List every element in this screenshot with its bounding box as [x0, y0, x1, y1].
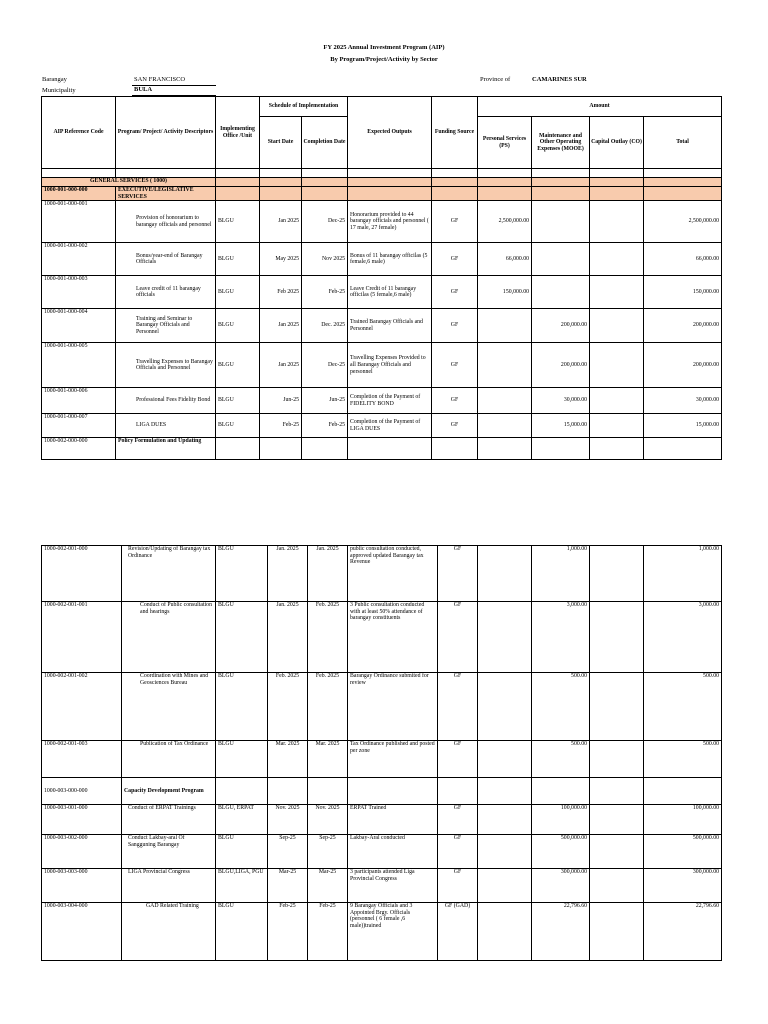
co-amount-cell: [590, 201, 644, 243]
program-cell: Provision of honorarium to barangay officials and personnel: [116, 201, 216, 243]
mooe-amount-cell: 500.00: [532, 741, 590, 778]
program-cell: Training and Seminar to Barangay Officials and Personnel: [116, 309, 216, 343]
mooe-amount-cell: 30,000.00: [532, 388, 590, 414]
completion-date-cell: Mar. 2025: [308, 741, 348, 778]
section-exec-name: EXECUTIVE/LEGISLATIVE SERVICES: [116, 187, 216, 201]
ps-amount-cell: 2,500,000.00: [478, 201, 532, 243]
total-amount-cell: 3,000.00: [644, 602, 722, 673]
office-cell: BLGU: [216, 309, 260, 343]
ps-amount-cell: [478, 869, 532, 903]
col-amount: Amount: [478, 97, 722, 117]
funding-source-cell: GF: [432, 414, 478, 438]
section-general-label: GENERAL SERVICES ( 1000): [42, 178, 216, 187]
completion-date-cell: Mar-25: [308, 869, 348, 903]
funding-source-cell: GF: [438, 869, 478, 903]
office-cell: BLGU: [216, 343, 260, 388]
co-amount-cell: [590, 741, 644, 778]
start-date-cell: Feb-25: [268, 903, 308, 961]
mooe-amount-cell: [532, 201, 590, 243]
completion-date-cell: Feb-25: [308, 903, 348, 961]
funding-source-cell: GF: [432, 243, 478, 276]
co-amount-cell: [590, 835, 644, 869]
col-co: Capital Outlay (CO): [590, 117, 644, 169]
table-row: [42, 343, 722, 388]
outputs-cell: public consultation conducted, approved updated Barangay tax Revenue: [348, 546, 438, 602]
col-funding: Funding Source: [432, 97, 478, 169]
office-cell: BLGU: [216, 546, 268, 602]
col-completion: Completion Date: [302, 117, 348, 169]
completion-date-cell: Nov 2025: [302, 243, 348, 276]
ps-amount-cell: [478, 546, 532, 602]
ps-amount-cell: [478, 903, 532, 961]
program-cell: Coordination with Mines and Geosciences Bureau: [122, 673, 216, 741]
total-amount-cell: 1,000.00: [644, 546, 722, 602]
total-amount-cell: 300,000.00: [644, 869, 722, 903]
start-date-cell: Jan 2025: [260, 343, 302, 388]
aip-table-page1: [41, 96, 722, 460]
ref-code-cell: 1000-002-001-003: [42, 741, 122, 778]
office-cell: BLGU, ERPAT: [216, 805, 268, 835]
table-row: [42, 309, 722, 343]
ps-amount-cell: [478, 414, 532, 438]
outputs-cell: Tax Ordinance published and posted per zone: [348, 741, 438, 778]
completion-date-cell: Dec-25: [302, 201, 348, 243]
outputs-cell: Travelling Expenses Provided to all Barangay Officials and personnel: [348, 343, 432, 388]
ps-amount-cell: [478, 741, 532, 778]
ps-amount-cell: [478, 673, 532, 741]
mooe-amount-cell: 15,000.00: [532, 414, 590, 438]
funding-source-cell: GF: [438, 835, 478, 869]
mooe-amount-cell: 3,000.00: [532, 602, 590, 673]
start-date-cell: Jan. 2025: [268, 602, 308, 673]
completion-date-cell: Nov. 2025: [308, 805, 348, 835]
ref-code-cell: 1000-003-004-000: [42, 903, 122, 961]
completion-date-cell: Jan. 2025: [308, 546, 348, 602]
completion-date-cell: Feb-25: [302, 276, 348, 309]
total-amount-cell: 22,796.60: [644, 903, 722, 961]
funding-source-cell: GF: [432, 343, 478, 388]
table-row: [42, 835, 722, 869]
table-row: [42, 673, 722, 741]
col-ps: Personal Services (PS): [478, 117, 532, 169]
office-cell: BLGU: [216, 602, 268, 673]
total-amount-cell: 500.00: [644, 673, 722, 741]
barangay-label: Barangay: [42, 76, 67, 83]
completion-date-cell: Dec. 2025: [302, 309, 348, 343]
total-amount-cell: 15,000.00: [644, 414, 722, 438]
col-schedule: Schedule of Implementation: [260, 97, 348, 117]
mooe-amount-cell: 200,000.00: [532, 343, 590, 388]
program-cell: GAD Related Training: [122, 903, 216, 961]
office-cell: BLGU: [216, 741, 268, 778]
section-general: [42, 178, 722, 187]
co-amount-cell: [590, 309, 644, 343]
start-date-cell: Mar. 2025: [268, 741, 308, 778]
ref-code-cell: 1000-001-000-005: [42, 343, 116, 388]
ps-amount-cell: 66,000.00: [478, 243, 532, 276]
completion-date-cell: Feb. 2025: [308, 673, 348, 741]
mooe-amount-cell: 500,000.00: [532, 835, 590, 869]
ref-code-cell: 1000-001-000-001: [42, 201, 116, 243]
total-amount-cell: 500.00: [644, 741, 722, 778]
funding-source-cell: GF: [432, 276, 478, 309]
document-title: FY 2025 Annual Investment Program (AIP): [323, 44, 445, 51]
ref-code-cell: 1000-003-001-000: [42, 805, 122, 835]
co-amount-cell: [590, 343, 644, 388]
total-amount-cell: 100,000.00: [644, 805, 722, 835]
ps-amount-cell: [478, 602, 532, 673]
col-office: Implementing Office /Unit: [216, 97, 260, 169]
ref-code-cell: 1000-002-001-002: [42, 673, 122, 741]
province-value: CAMARINES SUR: [532, 76, 587, 83]
col-total: Total: [644, 117, 722, 169]
mooe-amount-cell: [532, 243, 590, 276]
ps-amount-cell: [478, 309, 532, 343]
table-row: [42, 805, 722, 835]
funding-source-cell: GF: [432, 309, 478, 343]
table-row: [42, 546, 722, 602]
ps-amount-cell: [478, 343, 532, 388]
funding-source-cell: GF: [438, 602, 478, 673]
ps-amount-cell: [478, 388, 532, 414]
section-policy-name: Policy Formulation and Updating: [116, 438, 216, 460]
outputs-cell: Trained Barangay Officials and Personnel: [348, 309, 432, 343]
program-cell: Professional Fees Fidelity Bond: [116, 388, 216, 414]
ref-code-cell: 1000-002-001-000: [42, 546, 122, 602]
ps-amount-cell: 150,000.00: [478, 276, 532, 309]
document-subtitle: By Program/Project/Activity by Sector: [330, 56, 438, 63]
program-cell: Bonus/year-end of Barangay Officials: [116, 243, 216, 276]
completion-date-cell: Sep-25: [308, 835, 348, 869]
start-date-cell: Jan. 2025: [268, 546, 308, 602]
completion-date-cell: Feb-25: [302, 414, 348, 438]
section-policy-code: 1000-002-000-000: [42, 438, 116, 460]
table-row: [42, 276, 722, 309]
funding-source-cell: GF: [438, 741, 478, 778]
program-cell: Conduct of ERPAT Trainings: [122, 805, 216, 835]
total-amount-cell: 30,000.00: [644, 388, 722, 414]
start-date-cell: Jan 2025: [260, 201, 302, 243]
co-amount-cell: [590, 243, 644, 276]
outputs-cell: Lakbay-Aral conducted: [348, 835, 438, 869]
table-row: [42, 414, 722, 438]
co-amount-cell: [590, 805, 644, 835]
outputs-cell: 9 Barangay Officials and 3 Appointed Brgy. Officials (personnel ( 6 female ,6 male))trained: [348, 903, 438, 961]
office-cell: BLGU: [216, 243, 260, 276]
ref-code-cell: 1000-001-000-003: [42, 276, 116, 309]
section-capacity-code: 1000-003-000-000: [42, 778, 122, 805]
row-blank: [42, 169, 722, 178]
co-amount-cell: [590, 414, 644, 438]
ps-amount-cell: [478, 805, 532, 835]
mooe-amount-cell: 200,000.00: [532, 309, 590, 343]
outputs-cell: Completion of the Payment of LIGA DUES: [348, 414, 432, 438]
total-amount-cell: 200,000.00: [644, 343, 722, 388]
section-policy-row: [42, 438, 722, 460]
province-label: Province of: [480, 76, 511, 83]
table-row: [42, 602, 722, 673]
col-start: Start Date: [260, 117, 302, 169]
ref-code-cell: 1000-003-003-000: [42, 869, 122, 903]
start-date-cell: Sep-25: [268, 835, 308, 869]
outputs-cell: Honorarium provided to 44 barangay officials and personnel ( 17 male, 27 female): [348, 201, 432, 243]
co-amount-cell: [590, 546, 644, 602]
section-capacity-name: Capacity Development Program: [122, 778, 216, 805]
mooe-amount-cell: 22,796.60: [532, 903, 590, 961]
total-amount-cell: 150,000.00: [644, 276, 722, 309]
table-row: [42, 201, 722, 243]
total-amount-cell: 200,000.00: [644, 309, 722, 343]
section-exec-code: 1000-001-000-000: [42, 187, 116, 201]
total-amount-cell: 2,500,000.00: [644, 201, 722, 243]
section-capacity-row: [42, 778, 722, 805]
funding-source-cell: GF (GAD): [438, 903, 478, 961]
ref-code-cell: 1000-001-000-004: [42, 309, 116, 343]
co-amount-cell: [590, 869, 644, 903]
office-cell: BLGU: [216, 903, 268, 961]
outputs-cell: Barangay Ordinance submited for review: [348, 673, 438, 741]
co-amount-cell: [590, 276, 644, 309]
col-ref: AIP Reference Code: [42, 97, 116, 169]
program-cell: Travelling Expenses to Barangay Officials and Personnel: [116, 343, 216, 388]
start-date-cell: May 2025: [260, 243, 302, 276]
program-cell: Conduct of Public consultation and hearings: [122, 602, 216, 673]
completion-date-cell: Dec-25: [302, 343, 348, 388]
col-outputs: Expected Outputs: [348, 97, 432, 169]
municipality-label: Municipality: [42, 87, 76, 94]
co-amount-cell: [590, 673, 644, 741]
start-date-cell: Jan 2025: [260, 309, 302, 343]
section-exec: [42, 187, 722, 201]
ps-amount-cell: [478, 835, 532, 869]
outputs-cell: 3 participants attended Liga Provincial Congress: [348, 869, 438, 903]
co-amount-cell: [590, 388, 644, 414]
program-cell: Revision/Updating of Barangay tax Ordinance: [122, 546, 216, 602]
municipality-value: BULA: [134, 86, 153, 93]
funding-source-cell: GF: [438, 673, 478, 741]
outputs-cell: Completion of the Payment of FIDELITY BOND: [348, 388, 432, 414]
office-cell: BLGU: [216, 835, 268, 869]
program-cell: LIGA Provincial Congress: [122, 869, 216, 903]
start-date-cell: Feb-25: [260, 414, 302, 438]
program-cell: Conduct Lakbay-aral Of Sangguning Barangay: [122, 835, 216, 869]
ref-code-cell: 1000-001-000-002: [42, 243, 116, 276]
outputs-cell: ERPAT Trained: [348, 805, 438, 835]
ref-code-cell: 1000-003-002-000: [42, 835, 122, 869]
funding-source-cell: GF: [438, 546, 478, 602]
start-date-cell: Mar-25: [268, 869, 308, 903]
start-date-cell: Feb. 2025: [268, 673, 308, 741]
total-amount-cell: 66,000.00: [644, 243, 722, 276]
table-row: [42, 741, 722, 778]
program-cell: Publication of Tax Ordinance: [122, 741, 216, 778]
ref-code-cell: 1000-001-000-007: [42, 414, 116, 438]
mooe-amount-cell: 100,000.00: [532, 805, 590, 835]
start-date-cell: Feb 2025: [260, 276, 302, 309]
mooe-amount-cell: [532, 276, 590, 309]
outputs-cell: Leave Credit of 11 barangay officilas (5 female,6 male): [348, 276, 432, 309]
program-cell: Leave credit of 11 barangay officials: [116, 276, 216, 309]
col-program: Program/ Project/ Activity Descriptors: [116, 97, 216, 169]
ref-code-cell: 1000-002-001-001: [42, 602, 122, 673]
total-amount-cell: 500,000.00: [644, 835, 722, 869]
aip-table-page2: [41, 545, 722, 961]
office-cell: BLGU: [216, 388, 260, 414]
barangay-value: SAN FRANCISCO: [134, 76, 186, 83]
mooe-amount-cell: 1,000.00: [532, 546, 590, 602]
funding-source-cell: GF: [438, 805, 478, 835]
start-date-cell: Nov. 2025: [268, 805, 308, 835]
col-mooe: Maintenance and Other Operating Expenses (MOOE): [532, 117, 590, 169]
office-cell: BLGU: [216, 414, 260, 438]
office-cell: BLGU: [216, 201, 260, 243]
table-row: [42, 869, 722, 903]
completion-date-cell: Jun-25: [302, 388, 348, 414]
table-row: [42, 243, 722, 276]
outputs-cell: 3 Public consultation conducted with at least 50% attendance of barangay constituents: [348, 602, 438, 673]
table-row: [42, 903, 722, 961]
co-amount-cell: [590, 903, 644, 961]
completion-date-cell: Feb. 2025: [308, 602, 348, 673]
table-row: [42, 388, 722, 414]
ref-code-cell: 1000-001-000-006: [42, 388, 116, 414]
office-cell: BLGU: [216, 276, 260, 309]
office-cell: BLGU,LIGA, PGU: [216, 869, 268, 903]
funding-source-cell: GF: [432, 201, 478, 243]
mooe-amount-cell: 500.00: [532, 673, 590, 741]
outputs-cell: Bonus of 11 barangay officilas (5 female,6 male): [348, 243, 432, 276]
co-amount-cell: [590, 602, 644, 673]
mooe-amount-cell: 300,000.00: [532, 869, 590, 903]
funding-source-cell: GF: [432, 388, 478, 414]
start-date-cell: Jun-25: [260, 388, 302, 414]
office-cell: BLGU: [216, 673, 268, 741]
program-cell: LIGA DUES: [116, 414, 216, 438]
